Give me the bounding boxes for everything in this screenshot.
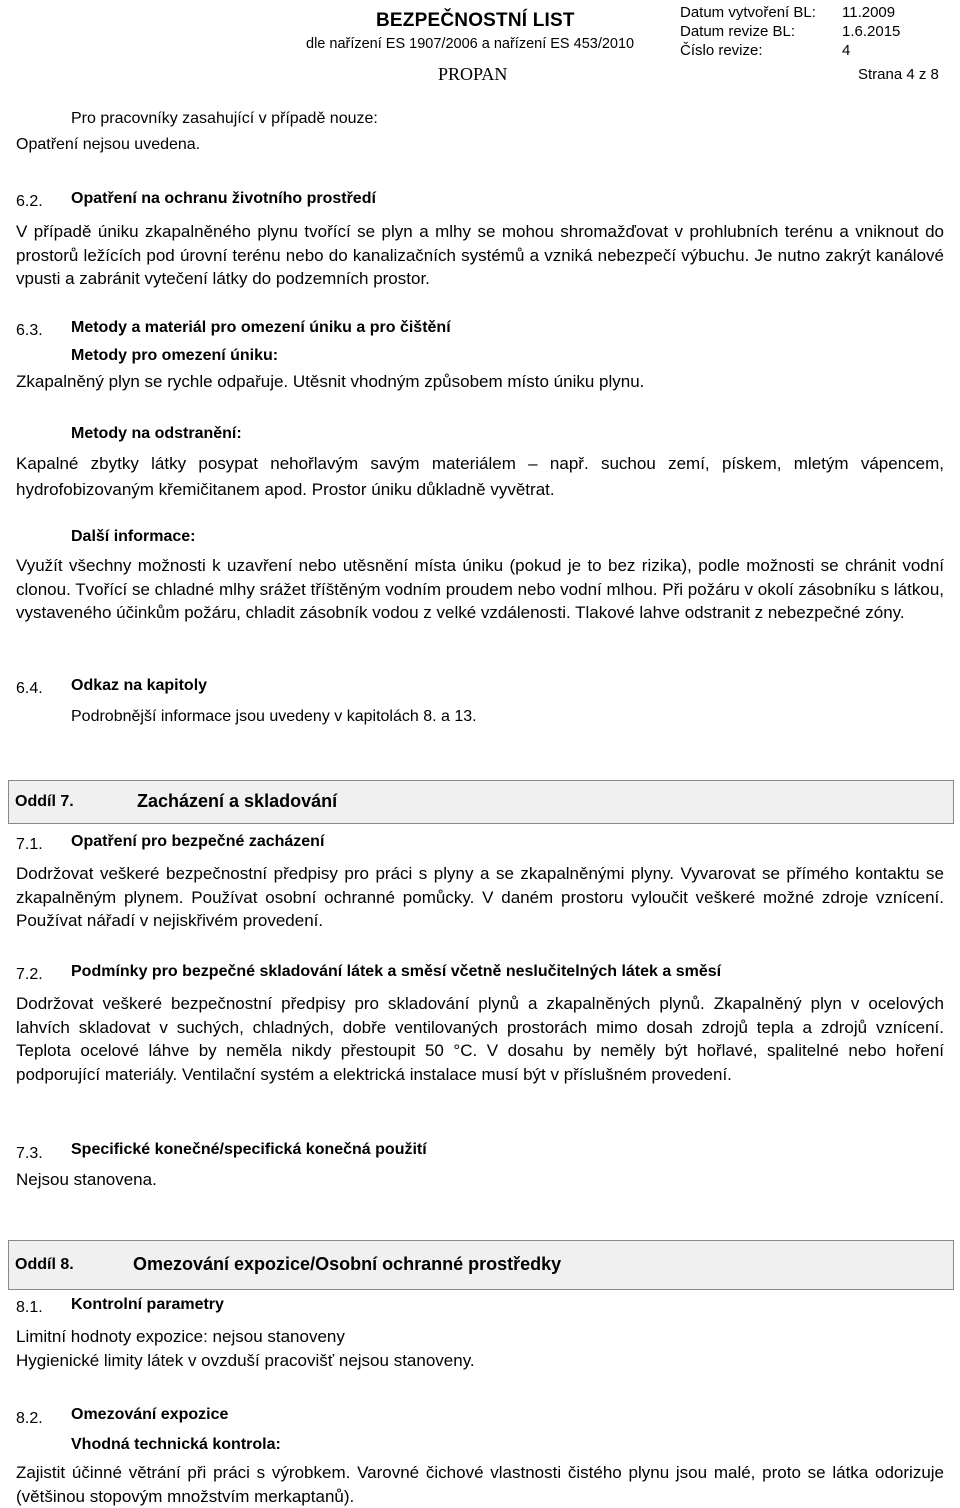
revised-value: 1.6.2015 (842, 23, 901, 40)
other-info-heading: Další informace: (71, 528, 196, 545)
technical-control-heading: Vhodná technická kontrola: (71, 1436, 281, 1453)
section-title-8-2: Omezování expozice (71, 1406, 229, 1423)
containment-heading: Metody pro omezení úniku: (71, 347, 279, 364)
exposure-limits-text: Limitní hodnoty expozice: nejsou stanoveny (16, 1327, 345, 1346)
created-value: 11.2009 (842, 4, 896, 21)
section-7-header (8, 780, 954, 824)
section-title-7-2: Podmínky pro bezpečné skladování látek a směsí včetně neslučitelných látek a směsí (71, 963, 722, 980)
revised-label: Datum revize BL: (680, 23, 796, 40)
section-number-8-1: 8.1. (16, 1299, 43, 1316)
page-number: Strana 4 z 8 (858, 66, 939, 83)
safe-handling-text: Dodržovat veškeré bezpečnostní předpisy pro práci s plyny a se zkapalněnými plyny. Vyvarovat se přímého kontaktu se zkapalněným plynem. Používat osobní ochranné pomůcky. V daném prostoru vyloučit veškeré možné zdroje vznícení. Používat nářadí v nejiskřivém provedení. (16, 864, 944, 930)
section-number-6-3: 6.3. (16, 322, 43, 339)
revision-label: Číslo revize: (680, 42, 763, 59)
section-number-6-2: 6.2. (16, 193, 43, 210)
section-7-label: Oddíl 7. (15, 793, 74, 810)
emergency-text: Opatření nejsou uvedena. (16, 136, 201, 153)
revision-value: 4 (842, 42, 851, 59)
section-8-title: Omezování expozice/Osobní ochranné prostředky (133, 1254, 562, 1274)
cleanup-text: Kapalné zbytky látky posypat nehořlavým savým materiálem – např. suchou zemí, pískem, mletým vápencem, hydrofobizovaným křemičitanem apod. Prostor úniku důkladně vyvětrat. (16, 454, 944, 499)
section-8-header (8, 1240, 954, 1290)
section-number-8-2: 8.2. (16, 1410, 43, 1427)
cleanup-heading: Metody na odstranění: (71, 425, 242, 442)
section-number-6-4: 6.4. (16, 680, 43, 697)
section-number-7-1: 7.1. (16, 836, 43, 853)
regulation-subtitle: dle nařízení ES 1907/2006 a nařízení ES 453/2010 (306, 36, 635, 52)
chapters-reference: Podrobnější informace jsou uvedeny v kapitolách 8. a 13. (71, 708, 477, 725)
storage-text: Dodržovat veškeré bezpečnostní předpisy pro skladování plynů a zkapalněných plynů. Zkapalněný plyn v ocelových lahvích skladovat v suchých, chladných, dobře ventilovaných prostorách mimo dosah zdrojů tepla a zdrojů vznícení. Teplota ocelové láhve by neměla nikdy přestoupit 50 °C. V dosahu by neměly být hořlavé, spalitelné nebo hoření podporující materiály. Ventilační systém a elektrická instalace musí být v příslušném provedení. (16, 994, 944, 1084)
section-number-7-2: 7.2. (16, 966, 43, 983)
product-name: PROPAN (438, 64, 508, 84)
technical-control-text: Zajistit účinné větrání při práci s výrobkem. Varovné čichové vlastnosti čistého plynu jsou malé, proto se látka odorizuje (většinou stopovým množstvím merkaptanů). (16, 1463, 944, 1506)
section-title-6-4: Odkaz na kapitoly (71, 677, 208, 694)
specific-use-text: Nejsou stanovena. (16, 1170, 157, 1189)
section-title-8-1: Kontrolní parametry (71, 1296, 224, 1313)
section-title-7-1: Opatření pro bezpečné zacházení (71, 833, 325, 850)
document-title: BEZPEČNOSTNÍ LIST (376, 10, 575, 31)
hygiene-limits-text: Hygienické limity látek v ovzduší pracovišť nejsou stanoveny. (16, 1351, 475, 1370)
environment-text: V případě úniku zkapalněného plynu tvořící se plyn a mlhy se mohou shromažďovat v prohlubních terénu a vniknout do prostorů ležících pod úrovní terénu nebo do kanalizačních systémů a vzniká nebezpečí výbuchu. Je nutno zakrýt kanálové vpusti a zabránit vytečení látky do podzemních prostor. (16, 222, 944, 288)
section-title-6-3: Metody a materiál pro omezení úniku a pro čištění (71, 319, 451, 336)
emergency-heading: Pro pracovníky zasahující v případě nouze: (71, 110, 378, 127)
section-title-7-3: Specifické konečné/specifická konečná použití (71, 1141, 427, 1158)
created-label: Datum vytvoření BL: (680, 4, 816, 21)
section-number-7-3: 7.3. (16, 1145, 43, 1162)
section-8-label: Oddíl 8. (15, 1256, 74, 1273)
containment-text: Zkapalněný plyn se rychle odpařuje. Utěsnit vhodným způsobem místo úniku plynu. (16, 372, 645, 391)
section-title-6-2: Opatření na ochranu životního prostředí (71, 190, 376, 207)
other-info-text: Využít všechny možnosti k uzavření nebo utěsnění místa úniku (pokud je to bez rizika), podle možnosti se chránit vodní clonou. Tvořící se chladné mlhy srážet tříštěným vodním proudem nebo vodní mlhou. Při požáru v okolí zásobníku s látkou, vystaveného účinkům požáru, chladit zásobník vodou z velké vzdálenosti. Tlakové lahve odstranit z nebezpečné zóny. (16, 556, 944, 622)
section-7-title: Zacházení a skladování (137, 791, 338, 811)
